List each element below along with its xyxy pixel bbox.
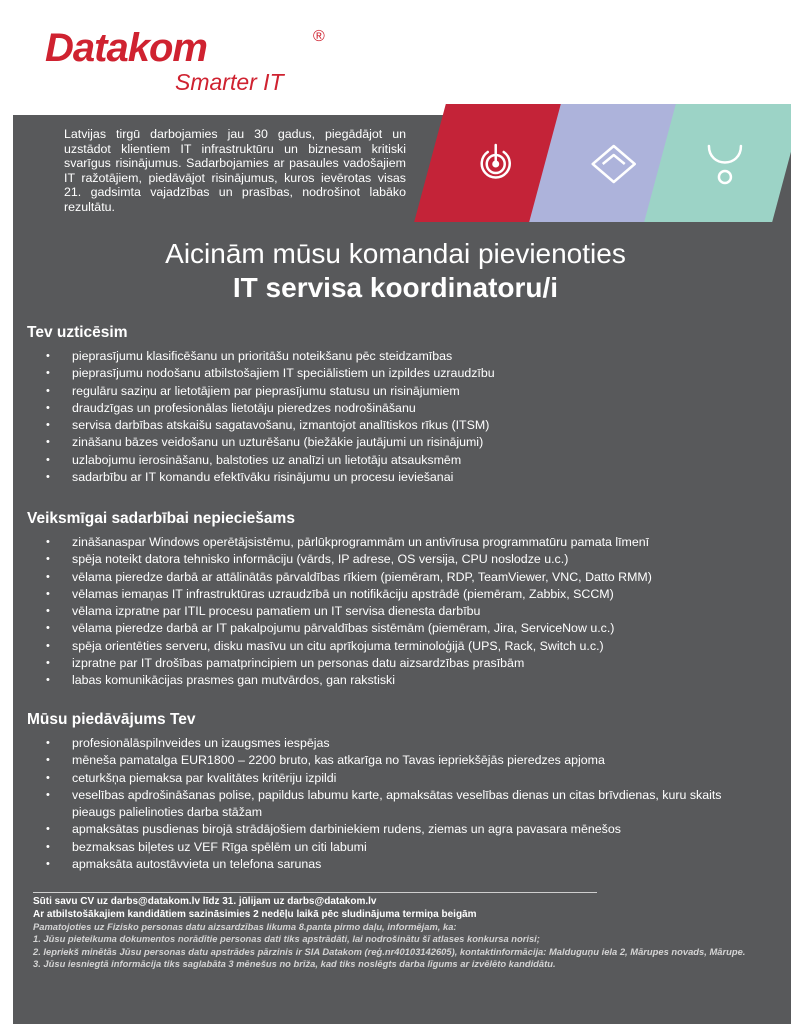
list-item: • uzlabojumu ierosināšanu, balstoties uz analīzi un lietotāju atsauksmēm xyxy=(72,452,767,469)
section-offer xyxy=(27,711,767,873)
list-item: • veselības apdrošināšanas polise, papildus labumu karte, apmaksātas veselības dienas un citas brīvdienas, kuru skaits pieaugs palielinoties darba stāžam xyxy=(72,787,767,822)
list-item: • spēja orientēties serveru, disku masīvu un citu aprīkojuma terminoloģijā (UPS, Rack, Switch u.c.) xyxy=(72,638,767,655)
bullet-list xyxy=(27,348,767,486)
list-item: • draudzīgas un profesionālas lietotāju pieredzes nodrošināšanu xyxy=(72,400,767,417)
list-item: • vēlama pieredze darbā ar IT pakalpojumu pārvaldības sistēmām (piemēram, Jira, ServiceNow u.c.) xyxy=(72,620,767,637)
list-item: • pieprasījumu nodošanu atbilstošajiem IT speciālistiem un izpildes uzraudzību xyxy=(72,365,767,382)
bullet-list xyxy=(27,735,767,873)
list-item: • izpratne par IT drošības pamatprincipiem un personas datu aizsardzības prasībām xyxy=(72,655,767,672)
footer-divider xyxy=(33,892,597,893)
logo-tagline: Smarter IT xyxy=(175,69,284,95)
legal-note: 1. Jūsu pieteikuma dokumentos norādītie personas dati tiks apstrādāti, lai nodrošinātu šī atlases konkursa norisi; xyxy=(33,933,540,945)
contact-note: Ar atbilstošākajiem kandidātiem sazināsimies 2 nedēļu laikā pēc sludinājuma termiņa beigām xyxy=(33,908,477,920)
list-item: • apmaksāta autostāvvieta un telefona sarunas xyxy=(72,856,767,873)
section-title: Veiksmīgai sadarbībai nepieciešams xyxy=(27,510,295,527)
logo-wordmark: Datakom xyxy=(45,26,207,70)
section-requirements xyxy=(27,510,767,690)
list-item: • pieprasījumu klasificēšanu un prioritāšu noteikšanu pēc steidzamības xyxy=(72,348,767,365)
section-responsibilities xyxy=(27,324,767,486)
bullet-list xyxy=(27,534,767,690)
legal-note: 2. Iepriekš minētās Jūsu personas datu apstrādes pārzinis ir SIA Datakom (reģ.nr40103142605), kontaktinformācija: Malduguņu iela 2, Mārupes novads, Mārupe. xyxy=(33,945,746,957)
list-item: • bezmaksas biļetes uz VEF Rīga spēlēm un citi labumi xyxy=(72,839,767,856)
list-item: • labas komunikācijas prasmes gan mutvārdos, gan rakstiski xyxy=(72,672,767,689)
headline-invite: Aicinām mūsu komandai pievienoties xyxy=(165,238,626,269)
legal-note: 3. Jūsu iesniegtā informācija tiks saglabāta 3 mēnešus no brīža, kad tiks noslēgts darba līgums ar izvēlēto kandidātu. xyxy=(33,957,556,969)
legal-note: Pamatojoties uz Fizisko personas datu aizsardzības likuma 8.panta pirmo daļu, informējam, ka: xyxy=(33,921,457,933)
list-item: • vēlama izpratne par ITIL procesu pamatiem un IT servisa dienesta darbību xyxy=(72,603,767,620)
list-item: • mēneša pamatalga EUR1800 – 2200 bruto, kas atkarīga no Tavas iepriekšējās pieredzes apjoma xyxy=(72,752,767,769)
list-item: • regulāru saziņu ar lietotājiem par pieprasījumu statusu un risinājumiem xyxy=(72,383,767,400)
list-item: • zināšanaspar Windows operētājsistēmu, pārlūkprogrammām un antivīrusa programmatūru pamata līmenī xyxy=(72,534,767,551)
list-item: • sadarbību ar IT komandu efektīvāku risinājumu un procesu ieviešanai xyxy=(72,469,767,486)
list-item: • apmaksātas pusdienas birojā strādājošiem darbiniekiem rudens, ziemas un agra pavasara mēnešos xyxy=(72,821,767,838)
list-item: • servisa darbības atskaišu sagatavošanu, izmantojot analītiskos rīkus (ITSM) xyxy=(72,417,767,434)
apply-instructions: Sūti savu CV uz darbs@datakom.lv līdz 31. jūlijam uz darbs@datakom.lv xyxy=(33,896,377,907)
company-intro: Latvijas tirgū darbojamies jau 30 gadus, piegādājot un uzstādot klientiem IT infrastruktūru un biznesam kritiski svarīgus risinājumus. Sadarbojamies ar pasaules vadošajiem IT ražotājiem, piedāvājot risinājumus, kuros ievērotas visas 21. gadsimta vajadzības un prasības, nodrošinot labāko rezultātu. xyxy=(64,127,406,214)
section-title: Mūsu piedāvājums Tev xyxy=(27,711,196,728)
list-item: • zināšanu bāzes veidošanu un uzturēšanu (biežākie jautājumi un risinājumi) xyxy=(72,434,767,451)
headline-position: IT servisa koordinatoru/i xyxy=(232,272,559,303)
diamond-icon xyxy=(589,142,639,186)
section-title: Tev uzticēsim xyxy=(27,324,128,341)
list-item: • profesionālāspilnveides un izaugsmes iespējas xyxy=(72,735,767,752)
footer xyxy=(33,896,778,970)
list-item: • ceturkšņa piemaksa par kvalitātes kritēriju izpildi xyxy=(72,770,767,787)
registered-mark: ® xyxy=(313,28,325,45)
target-icon xyxy=(474,142,518,186)
list-item: • vēlama pieredze darbā ar attālinātās pārvaldības rīkiem (piemēram, RDP, TeamViewer, VNC, Datto RMM) xyxy=(72,569,767,586)
necklace-icon xyxy=(703,142,747,192)
list-item: • spēja noteikt datora tehnisko informāciju (vārds, IP adrese, OS versija, CPU noslodze u.c.) xyxy=(72,551,767,568)
list-item: • vēlamas iemaņas IT infrastruktūras uzraudzībā un notifikāciju apstrādē (piemēram, Zabbix, SCCM) xyxy=(72,586,767,603)
